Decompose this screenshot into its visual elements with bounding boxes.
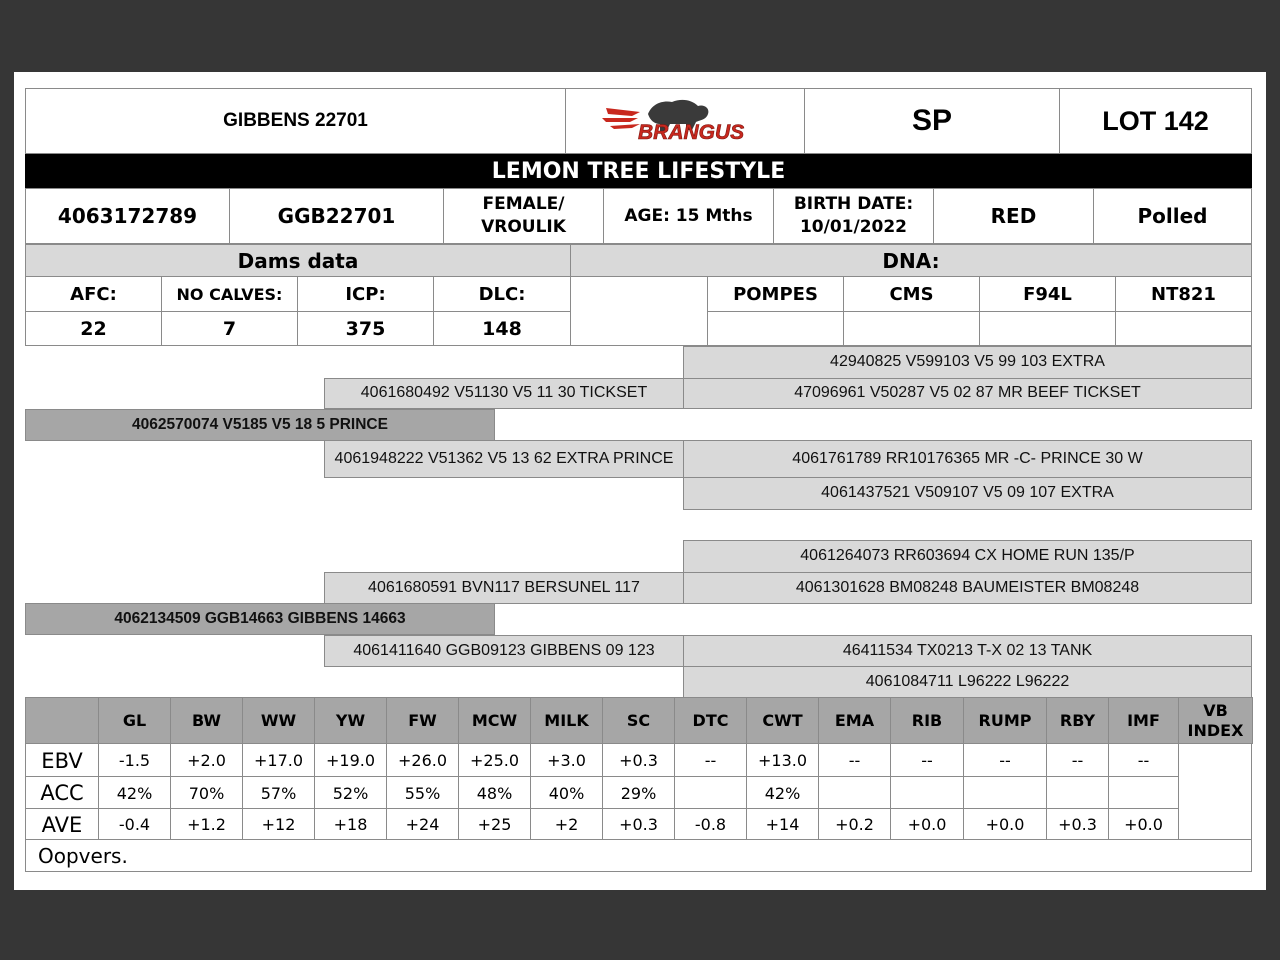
ebv-ave-fw: +24	[386, 808, 459, 841]
ebv-vb-index-value	[1178, 743, 1252, 841]
pedigree-sire-sire-dam: 47096961 V50287 V5 02 87 MR BEEF TICKSET	[683, 378, 1252, 409]
dna-value-pompes	[707, 311, 844, 346]
animal-id: 4063172789	[25, 188, 230, 244]
horn-status: Polled	[1093, 188, 1252, 244]
ebv-acc-ww: 57%	[242, 776, 315, 810]
ebv-header-dtc: DTC	[674, 697, 747, 744]
dams-value-dlc: 148	[433, 311, 571, 346]
ebv-acc-sc: 29%	[602, 776, 675, 810]
ebv-row-label-ave: AVE	[25, 808, 99, 841]
ebv-acc-rby	[1046, 776, 1109, 810]
pedigree-dam-dam: 4061411640 GGB09123 GIBBENS 09 123	[324, 635, 684, 667]
dna-heading: DNA:	[570, 244, 1252, 277]
ebv-ave-rump: +0.0	[963, 808, 1047, 841]
ebv-ebv-rump: --	[963, 743, 1047, 778]
pedigree-dam-sire: 4061680591 BVN117 BERSUNEL 117	[324, 572, 684, 604]
dna-value-cms	[843, 311, 980, 346]
pedigree-sire-dam: 4061948222 V51362 V5 13 62 EXTRA PRINCE	[324, 440, 684, 478]
ebv-ave-bw: +1.2	[170, 808, 243, 841]
ebv-acc-imf	[1108, 776, 1179, 810]
dams-label-calves: NO CALVES:	[161, 276, 298, 312]
animal-age: AGE: 15 Mths	[603, 188, 774, 244]
dna-blank	[570, 276, 708, 346]
animal-colour: RED	[933, 188, 1094, 244]
animal-sex: FEMALE/ VROULIK	[443, 188, 604, 244]
ebv-ave-rib: +0.0	[890, 808, 964, 841]
dna-value-nt821	[1115, 311, 1252, 346]
ebv-ebv-rib: --	[890, 743, 964, 778]
ebv-ebv-bw: +2.0	[170, 743, 243, 778]
ebv-ave-yw: +18	[314, 808, 387, 841]
ebv-acc-mcw: 48%	[458, 776, 531, 810]
pedigree-dam-dam-dam: 4061084711 L96222 L96222	[683, 666, 1252, 698]
dna-label-nt821: NT821	[1115, 276, 1252, 312]
dams-label-afc: AFC:	[25, 276, 162, 312]
ebv-ebv-milk: +3.0	[530, 743, 603, 778]
ebv-ebv-dtc: --	[674, 743, 747, 778]
ebv-acc-gl: 42%	[98, 776, 171, 810]
ebv-acc-yw: 52%	[314, 776, 387, 810]
ebv-ebv-cwt: +13.0	[746, 743, 819, 778]
ebv-acc-milk: 40%	[530, 776, 603, 810]
pedigree-sire-sire-sire: 42940825 V599103 V5 99 103 EXTRA	[683, 346, 1252, 379]
ebv-header-fw: FW	[386, 697, 459, 744]
ebv-ave-sc: +0.3	[602, 808, 675, 841]
ebv-header-mcw: MCW	[458, 697, 531, 744]
ebv-ave-gl: -0.4	[98, 808, 171, 841]
dna-value-f94l	[979, 311, 1116, 346]
ebv-header-cwt: CWT	[746, 697, 819, 744]
ebv-ave-mcw: +25	[458, 808, 531, 841]
brangus-logo	[565, 88, 805, 154]
dna-label-f94l: F94L	[979, 276, 1116, 312]
footer-note: Oopvers.	[25, 839, 1252, 872]
pedigree-sire-dam-dam: 4061437521 V509107 V5 09 107 EXTRA	[683, 477, 1252, 510]
ebv-acc-rump	[963, 776, 1047, 810]
ebv-ave-ema: +0.2	[818, 808, 891, 841]
type-code: SP	[804, 88, 1060, 154]
dams-value-afc: 22	[25, 311, 162, 346]
ebv-ebv-ww: +17.0	[242, 743, 315, 778]
brangus-logo-icon	[600, 94, 770, 148]
animal-name: GIBBENS 22701	[25, 88, 566, 154]
pedigree-sire-dam-sire: 4061761789 RR10176365 MR -C- PRINCE 30 W	[683, 440, 1252, 478]
ebv-ebv-imf: --	[1108, 743, 1179, 778]
pedigree-dam-dam-sire: 46411534 TX0213 T-X 02 13 TANK	[683, 635, 1252, 667]
ebv-ebv-sc: +0.3	[602, 743, 675, 778]
pedigree-sire: 4062570074 V5185 V5 18 5 PRINCE	[25, 409, 495, 441]
dams-value-icp: 375	[297, 311, 434, 346]
ebv-header-ema: EMA	[818, 697, 891, 744]
ebv-header-sc: SC	[602, 697, 675, 744]
ebv-header-rump: RUMP	[963, 697, 1047, 744]
dna-label-cms: CMS	[843, 276, 980, 312]
ebv-acc-dtc	[674, 776, 747, 810]
pedigree-dam: 4062134509 GGB14663 GIBBENS 14663	[25, 603, 495, 635]
ebv-header-ww: WW	[242, 697, 315, 744]
pedigree-sire-sire: 4061680492 V51130 V5 11 30 TICKSET	[324, 378, 684, 409]
ebv-header-rby: RBY	[1046, 697, 1109, 744]
ebv-header-imf: IMF	[1108, 697, 1179, 744]
ebv-ebv-rby: --	[1046, 743, 1109, 778]
ebv-corner	[25, 697, 99, 744]
ebv-ebv-yw: +19.0	[314, 743, 387, 778]
lot-number: LOT 142	[1059, 88, 1252, 154]
ebv-header-rib: RIB	[890, 697, 964, 744]
dams-value-calves: 7	[161, 311, 298, 346]
ebv-acc-fw: 55%	[386, 776, 459, 810]
dams-label-icp: ICP:	[297, 276, 434, 312]
ebv-ave-rby: +0.3	[1046, 808, 1109, 841]
ebv-ebv-gl: -1.5	[98, 743, 171, 778]
lot-title: LEMON TREE LIFESTYLE	[25, 154, 1252, 188]
ebv-ave-milk: +2	[530, 808, 603, 841]
ebv-acc-bw: 70%	[170, 776, 243, 810]
lot-card	[14, 72, 1266, 890]
ebv-header-vb-index: VB INDEX	[1178, 697, 1253, 744]
ebv-header-gl: GL	[98, 697, 171, 744]
svg-text:BRANGUS: BRANGUS	[638, 121, 745, 144]
ebv-ebv-ema: --	[818, 743, 891, 778]
ebv-ave-dtc: -0.8	[674, 808, 747, 841]
dams-label-dlc: DLC:	[433, 276, 571, 312]
ebv-header-bw: BW	[170, 697, 243, 744]
ebv-header-milk: MILK	[530, 697, 603, 744]
ebv-row-label-acc: ACC	[25, 776, 99, 810]
dams-data-heading: Dams data	[25, 244, 571, 277]
ebv-ebv-mcw: +25.0	[458, 743, 531, 778]
ebv-acc-rib	[890, 776, 964, 810]
ebv-ebv-fw: +26.0	[386, 743, 459, 778]
ebv-ave-imf: +0.0	[1108, 808, 1179, 841]
ebv-ave-ww: +12	[242, 808, 315, 841]
ebv-acc-ema	[818, 776, 891, 810]
pedigree-dam-sire-dam: 4061301628 BM08248 BAUMEISTER BM08248	[683, 572, 1252, 604]
dna-label-pompes: POMPES	[707, 276, 844, 312]
pedigree-dam-sire-sire: 4061264073 RR603694 CX HOME RUN 135/P	[683, 540, 1252, 573]
animal-tag: GGB22701	[229, 188, 444, 244]
ebv-header-yw: YW	[314, 697, 387, 744]
birth-date: BIRTH DATE: 10/01/2022	[773, 188, 934, 244]
ebv-ave-cwt: +14	[746, 808, 819, 841]
ebv-row-label-ebv: EBV	[25, 743, 99, 778]
ebv-acc-cwt: 42%	[746, 776, 819, 810]
